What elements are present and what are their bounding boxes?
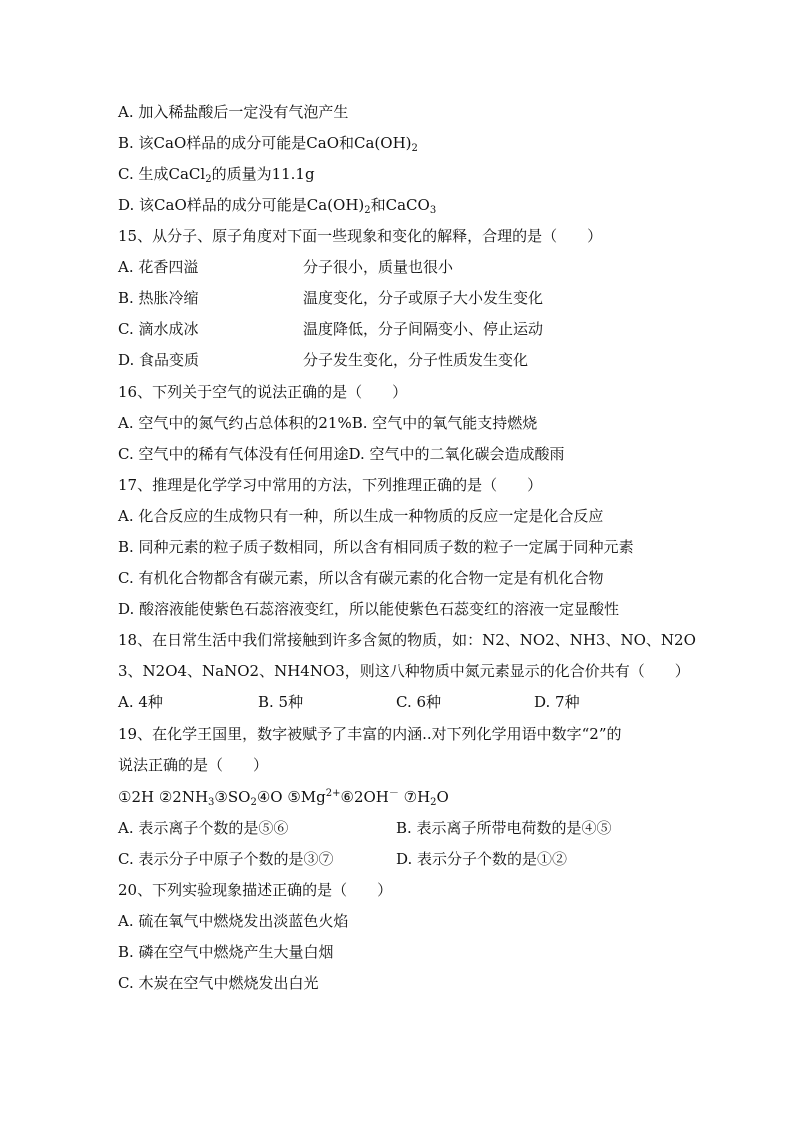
q18-stem-line2: 3、N2O4、NaNO2、NH4NO3，则这八种物质中氮元素显示的化合价共有（ ）	[118, 662, 690, 680]
q18-stem-line1: 18、在日常生活中我们常接触到许多含氮的物质，如：N2、NO2、NH3、NO、N2O	[118, 631, 696, 649]
q19-option-c: C. 表示分子中原子个数的是③⑦	[118, 850, 334, 868]
q17-option-c: C. 有机化合物都含有碳元素，所以含有碳元素的化合物一定是有机化合物	[118, 569, 604, 587]
q16-stem: 16、下列关于空气的说法正确的是（ ）	[118, 383, 408, 401]
q18-option-c: C. 6种	[396, 693, 442, 711]
q19-option-a: A. 表示离子个数的是⑤⑥	[118, 819, 289, 837]
q19-options-ab	[118, 818, 612, 838]
q20-option-b: B. 磷在空气中燃烧产生大量白烟	[118, 943, 334, 961]
q17-option-d: D. 酸溶液能使紫色石蕊溶液变红，所以能使紫色石蕊变红的溶液一定显酸性	[118, 600, 620, 618]
q15-option-c: C. 滴水成冰 温度降低，分子间隔变小、停止运动	[118, 320, 544, 338]
q18-option-d: D. 7种	[534, 693, 580, 711]
q14-option-c: C. 生成CaCl$_2$的质量为11.1g	[118, 165, 315, 185]
q18-option-b: B. 5种	[258, 693, 304, 711]
q18-options	[118, 692, 580, 712]
q15-option-b: B. 热胀冷缩 温度变化，分子或原子大小发生变化	[118, 289, 544, 307]
q17-stem: 17、推理是化学学习中常用的方法，下列推理正确的是（ ）	[118, 476, 543, 494]
q18-option-a: A. 4种	[118, 693, 163, 711]
q19-option-b: B. 表示离子所带电荷数的是④⑤	[396, 819, 612, 837]
q14-option-a: A. 加入稀盐酸后一定没有气泡产生	[118, 103, 349, 121]
q16-options-cd: C. 空气中的稀有气体没有任何用途D. 空气中的二氧化碳会造成酸雨	[118, 445, 565, 463]
q19-formula-list: ①2H $②2NH_3③SO_2④O$ $⑤Mg^{2+}⑥2OH^-$ $⑦H_2O$	[118, 788, 449, 808]
q19-stem-line2: 说法正确的是（ ）	[118, 756, 269, 774]
q19-options-cd	[118, 849, 568, 869]
q19-stem-line1: 19、在化学王国里，数字被赋予了丰富的内涵..对下列化学用语中数字“2”的	[118, 725, 622, 743]
q14-option-d: D. 该CaO样品的成分可能是$Ca(OH)_2$和CaCO$_3$	[118, 196, 437, 216]
q14-option-b: B. 该CaO样品的成分可能是CaO和$Ca(OH)_2$	[118, 134, 418, 154]
q20-option-c: C. 木炭在空气中燃烧发出白光	[118, 974, 319, 992]
q16-options-ab: A. 空气中的氮气约占总体积的21%B. 空气中的氧气能支持燃烧	[118, 414, 538, 432]
q15-option-a: A. 花香四溢 分子很小，质量也很小	[118, 258, 454, 276]
q15-stem: 15、从分子、原子角度对下面一些现象和变化的解释，合理的是（ ）	[118, 227, 603, 245]
q20-option-a: A. 硫在氧气中燃烧发出淡蓝色火焰	[118, 912, 349, 930]
q20-stem: 20、下列实验现象描述正确的是（ ）	[118, 881, 393, 899]
q17-option-b: B. 同种元素的粒子质子数相同，所以含有相同质子数的粒子一定属于同种元素	[118, 538, 634, 556]
q15-option-d: D. 食品变质 分子发生变化，分子性质发生变化	[118, 351, 529, 369]
q19-option-d: D. 表示分子个数的是①②	[396, 850, 568, 868]
q17-option-a: A. 化合反应的生成物只有一种，所以生成一种物质的反应一定是化合反应	[118, 507, 604, 525]
